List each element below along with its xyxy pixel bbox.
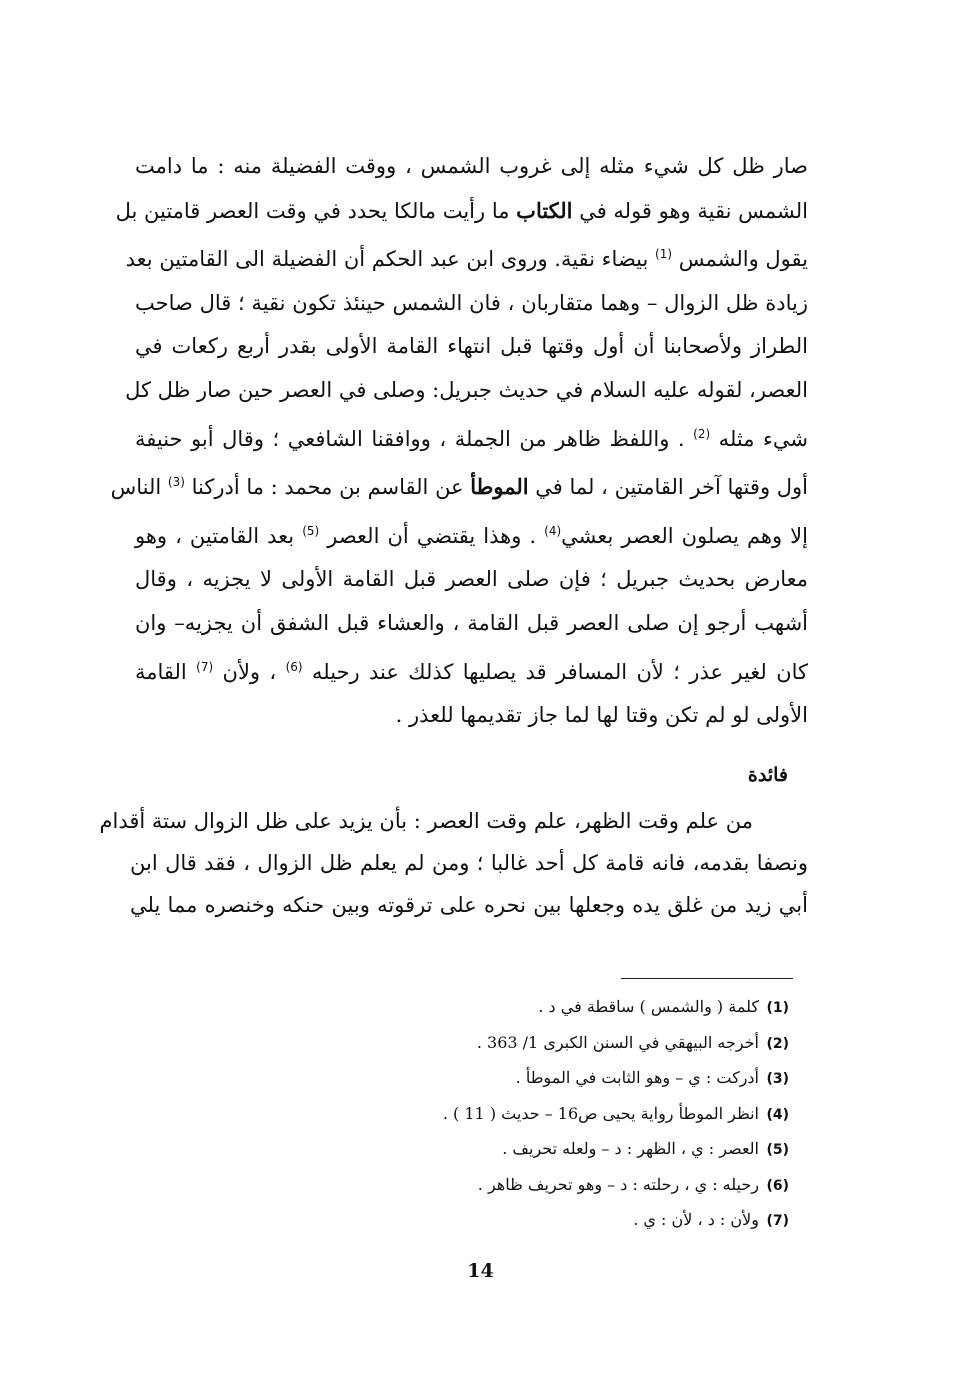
footnote-marker[interactable]: (1) [655, 247, 673, 262]
footnote-item [149, 1132, 789, 1168]
footnote-marker[interactable]: (3) [167, 475, 185, 490]
paragraph-line: الشمس نقية وهو قوله في الكتاب ما رأيت مالكا يحدد في وقت العصر قامتين بل [115, 197, 808, 223]
section-line: من علم وقت الظهر، علم وقت العصر : بأن يزيد على ظل الزوال ستة أقدام [99, 809, 753, 833]
paragraph-line: العصر، لقوله عليه السلام في حديث جبريل: وصلى في العصر حين صار ظل كل [125, 377, 808, 402]
footnote-text: كلمة ( والشمس ) ساقطة في د . [538, 997, 759, 1016]
footnote-text: رحيله : ي ، رحلته : د – وهو تحريف ظاهر . [477, 1174, 759, 1194]
paragraph-line: الطراز ولأصحابنا أن أول وقتها قبل انتهاء القامة الأولى بقدر أربع ركعات في [135, 334, 808, 359]
paragraph-line: إلا وهم يصلون العصر بعشي$^{(4)}$ . وهذا يقتضي أن العصر $^{(5)}$ بعد القامتين ، وهو [135, 523, 808, 548]
section-paragraph [99, 800, 808, 926]
paragraph-line: معارض بحديث جبريل ؛ فإن صلى العصر قبل القامة الأولى لا يجزيه ، وقال [135, 567, 808, 592]
footnote-item [149, 1168, 789, 1204]
footnote-item [149, 1203, 789, 1239]
section-line: ونصفا بقدمه، فانه قامة كل أحد غالبا ؛ ومن لم يعلم ظل الزوال ، فقد قال ابن [130, 851, 808, 875]
paragraph-line: يقول والشمس $^{(1)}$ بيضاء نقية. وروى ابن عبد الحكم أن الفضيلة الى القامتين بعد [125, 247, 808, 272]
paragraph-line: أول وقتها آخر القامتين ، لما في الموطأ عن القاسم بن محمد : ما أدركنا $^{(3)}$ الناس [110, 474, 808, 500]
paragraph-line: الأولى لو لم تكن وقتا لها لما جاز تقديمها للعذر . [395, 703, 808, 728]
footnote-number: (7) [766, 1213, 789, 1229]
book-title: الكتاب [516, 197, 573, 223]
footnote-number: (4) [766, 1106, 789, 1123]
footnote-marker[interactable]: (2) [693, 426, 711, 441]
footnote-text: انظر الموطأ رواية يحيى ص16 – حديث ( 11 ) . [442, 1103, 759, 1123]
footnote-text: ولأن : د ، لأن : ي . [633, 1210, 759, 1229]
footnote-marker[interactable]: (4) [544, 523, 562, 538]
book-title: الموطأ [470, 474, 529, 500]
footnote-divider [621, 978, 793, 979]
footnote-item [149, 1097, 789, 1133]
paragraph-line: زيادة ظل الزوال – وهما متقاربان ، فان الشمس حينئذ تكون نقية ؛ قال صاحب [135, 290, 808, 315]
footnote-number: (5) [766, 1142, 789, 1158]
paragraph-line: كان لغير عذر ؛ لأن المسافر قد يصليها كذلك عند رحيله $^{(6)}$ ، ولأن $^{(7)}$ القامة [135, 659, 809, 684]
footnote-text: العصر : ي ، الظهر : د – ولعله تحريف . [502, 1139, 759, 1158]
main-paragraph [110, 145, 809, 738]
paragraph-line: شيء مثله $^{(2)}$ . واللفظ ظاهر من الجملة ، ووافقنا الشافعي ؛ وقال أبو حنيفة [135, 426, 808, 451]
footnote-item [149, 1026, 789, 1062]
paragraph-line: صار ظل كل شيء مثله إلى غروب الشمس ، ووقت الفضيلة منه : ما دامت [135, 154, 808, 178]
footnote-number: (2) [766, 1035, 789, 1052]
footnote-number: (1) [766, 1000, 789, 1016]
footnote-marker[interactable]: (5) [302, 523, 320, 538]
footnote-item [149, 1061, 789, 1097]
footnote-item [149, 990, 789, 1026]
footnote-number: (3) [766, 1071, 789, 1087]
footnote-marker[interactable]: (6) [285, 659, 303, 674]
footnote-number: (6) [766, 1177, 789, 1194]
section-heading: فائدة [747, 764, 788, 786]
footnotes-list [149, 990, 789, 1239]
footnote-marker[interactable]: (7) [196, 659, 214, 674]
paragraph-line: أشهب أرجو إن صلى العصر قبل القامة ، والعشاء قبل الشفق أن يجزيه– وان [135, 610, 808, 635]
footnote-text: أدركت : ي – وهو الثابت في الموطأ . [515, 1068, 759, 1087]
section-line: أبي زيد من غلق يده وجعلها بين نحره على ترقوته وبين حنكه وخنصره مما يلي [130, 893, 808, 917]
footnote-text: أخرجه البيهقي في السنن الكبرى 1/ 363 . [476, 1032, 759, 1052]
page-number: 14 [467, 1260, 494, 1282]
